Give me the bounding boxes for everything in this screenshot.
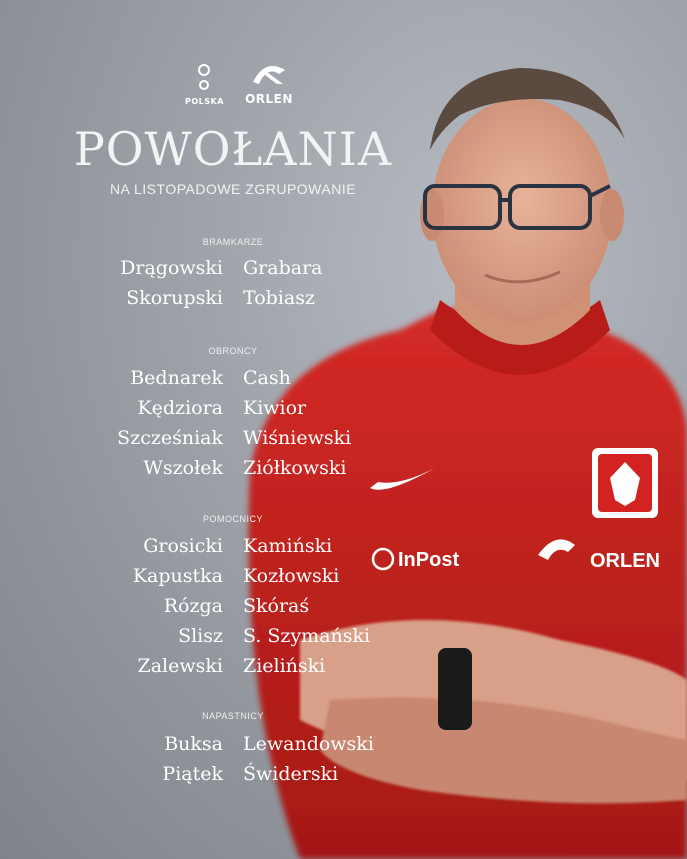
page-subtitle: NA LISTOPADOWE ZGRUPOWANIE	[109, 181, 357, 197]
player-name: Szcześniak	[117, 427, 223, 449]
player-row	[0, 427, 480, 457]
player-row	[0, 595, 480, 625]
federation-text: POLSKA	[185, 97, 224, 106]
player-name: Buksa	[164, 733, 223, 755]
player-name: Zieliński	[243, 655, 326, 677]
player-row	[0, 535, 480, 565]
player-row	[0, 733, 480, 763]
player-row	[0, 625, 480, 655]
player-name: Piątek	[162, 763, 223, 785]
player-row	[0, 287, 480, 317]
player-row	[0, 257, 480, 287]
player-name: Wszołek	[143, 457, 223, 479]
section-label-defenders: OBROŃCY	[208, 346, 258, 356]
section-label-forwards: NAPASTNICY	[202, 711, 264, 721]
eagle-icon	[189, 61, 219, 91]
player-name: Grosicki	[143, 535, 223, 557]
player-name: Kapustka	[132, 565, 223, 587]
player-row	[0, 397, 480, 427]
player-name: Kamiński	[243, 535, 333, 557]
header-logos	[185, 58, 297, 106]
player-row	[0, 763, 480, 793]
shirt-orlen-text: ORLEN	[590, 550, 660, 572]
player-name: Lewandowski	[243, 733, 374, 755]
player-name: Skóraś	[243, 595, 310, 617]
player-row	[0, 655, 480, 685]
player-name: Świderski	[243, 763, 339, 785]
page-title: POWOŁANIA	[73, 122, 393, 176]
player-name: Grabara	[243, 257, 323, 279]
player-name: S. Szymański	[243, 625, 371, 647]
sponsor-text: ORLEN	[245, 92, 293, 106]
player-name: Kiwior	[243, 397, 307, 419]
player-name: Wiśniewski	[243, 427, 352, 449]
player-name: Rózga	[163, 595, 223, 617]
orlen-mark-icon	[249, 58, 289, 86]
player-name: Ziółkowski	[243, 457, 347, 479]
player-name: Kędziora	[137, 397, 223, 419]
player-row	[0, 565, 480, 595]
pzpn-logo	[185, 61, 223, 106]
player-name: Slisz	[178, 625, 223, 647]
orlen-logo	[241, 58, 297, 106]
player-row	[0, 367, 480, 397]
section-label-goalkeepers: BRAMKARZE	[202, 237, 264, 247]
player-name: Skorupski	[126, 287, 223, 309]
player-row	[0, 457, 480, 487]
section-label-midfielders: POMOCNICY	[202, 514, 263, 524]
player-name: Drągowski	[120, 257, 223, 279]
player-name: Zalewski	[137, 655, 223, 677]
player-name: Kozłowski	[243, 565, 340, 587]
player-name: Bednarek	[130, 367, 223, 389]
shirt-inpost-text: InPost	[398, 549, 460, 571]
player-name: Cash	[243, 367, 291, 389]
player-name: Tobiasz	[243, 287, 315, 309]
